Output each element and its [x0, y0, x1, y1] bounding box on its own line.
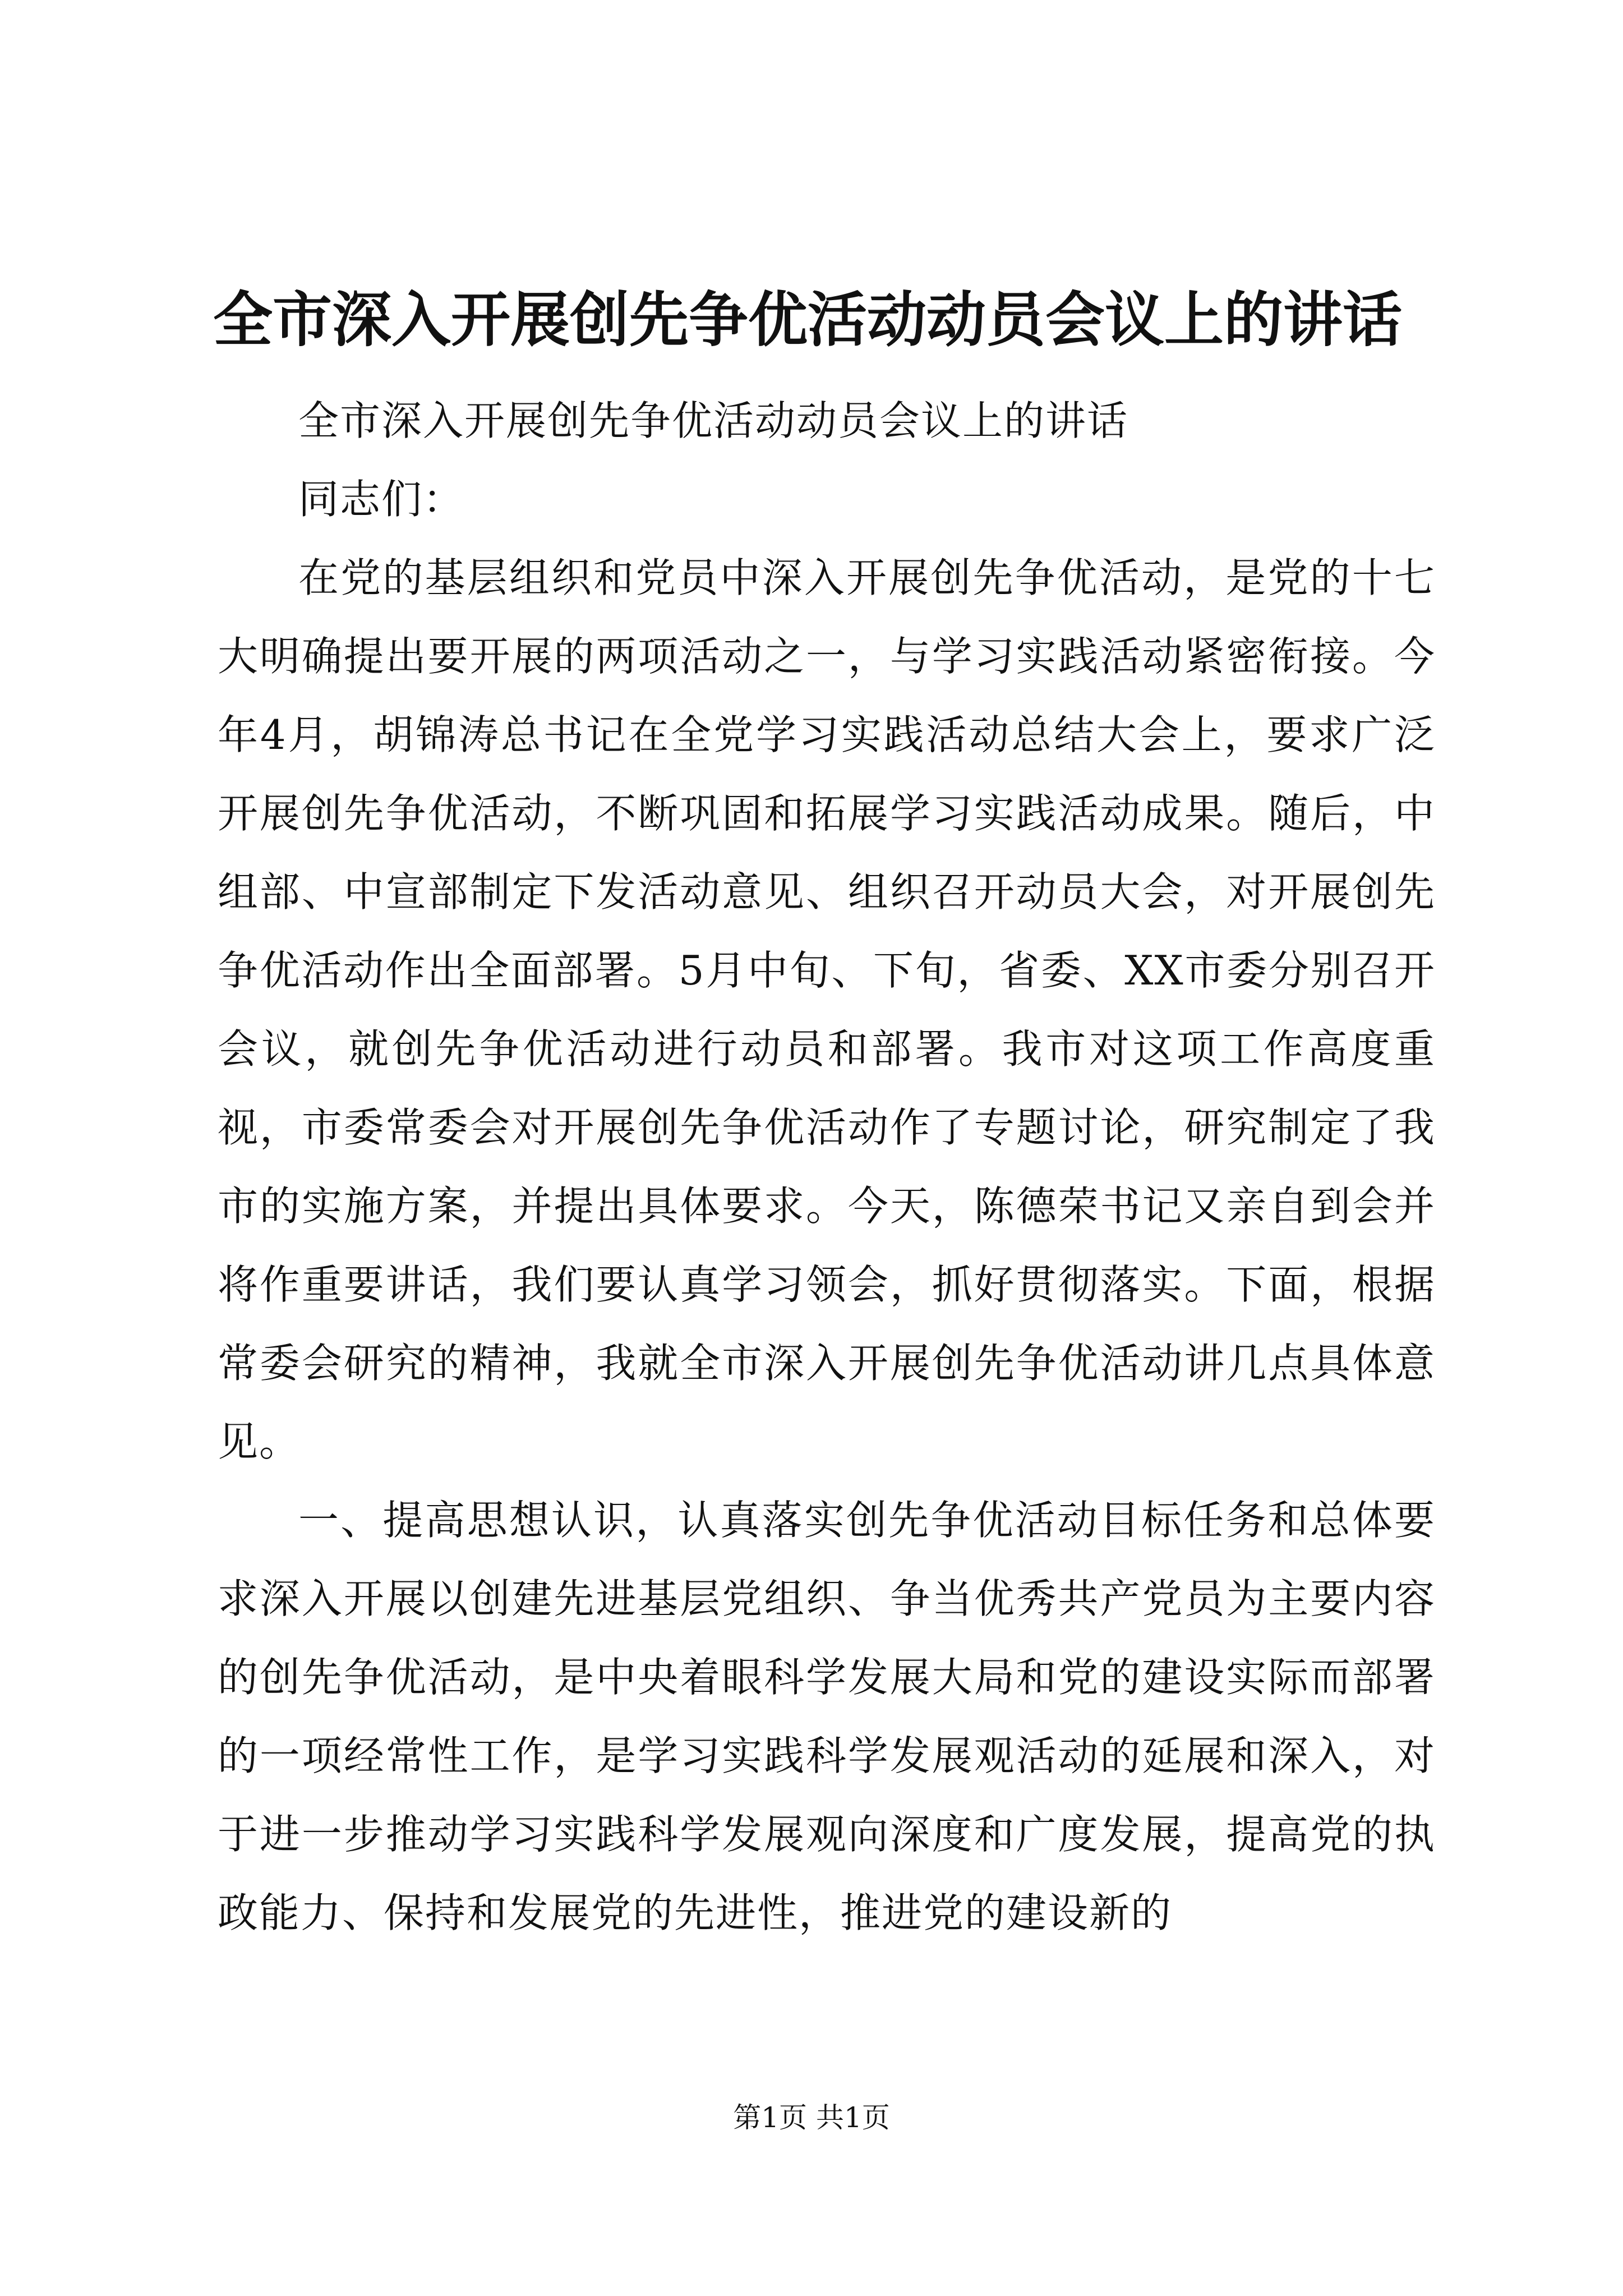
page-footer: 第1页 共1页	[733, 2101, 890, 2134]
document-title: 全市深入开展创先争优活动动员会议上的讲话	[213, 284, 1402, 355]
subtitle-paragraph: 全市深入开展创先争优活动动员会议上的讲话	[298, 397, 1129, 444]
document-body	[218, 381, 1436, 1952]
salutation-paragraph: 同志们：	[298, 476, 465, 523]
body-paragraph: 一、提高思想认识，认真落实创先争优活动目标任务和总体要求深入开展以创建先进基层党组织、争当优秀共产党员为主要内容的创先争优活动，是中央着眼科学发展大局和党的建设实际而部署的一项经常性工作，是学习实践科学发展观活动的延展和深入，对于进一步推动学习实践科学发展观向深度和广度发展，提高党的执政能力、保持和发展党的先进性，推进党的建设新的	[218, 1497, 1436, 1936]
body-paragraph: 在党的基层组织和党员中深入开展创先争优活动，是党的十七大明确提出要开展的两项活动之一，与学习实践活动紧密衔接。今年4月，胡锦涛总书记在全党学习实践活动总结大会上，要求广泛开展创先争优活动，不断巩固和拓展学习实践活动成果。随后，中组部、中宣部制定下发活动意见、组织召开动员大会，对开展创先争优活动作出全面部署。5月中旬、下旬，省委、XX市委分别召开会议，就创先争优活动进行动员和部署。我市对这项工作高度重视，市委常委会对开展创先争优活动作了专题讨论，研究制定了我市的实施方案，并提出具体要求。今天，陈德荣书记又亲自到会并将作重要讲话，我们要认真学习领会，抓好贯彻落实。下面，根据常委会研究的精神，我就全市深入开展创先争优活动讲几点具体意见。	[218, 554, 1436, 1465]
